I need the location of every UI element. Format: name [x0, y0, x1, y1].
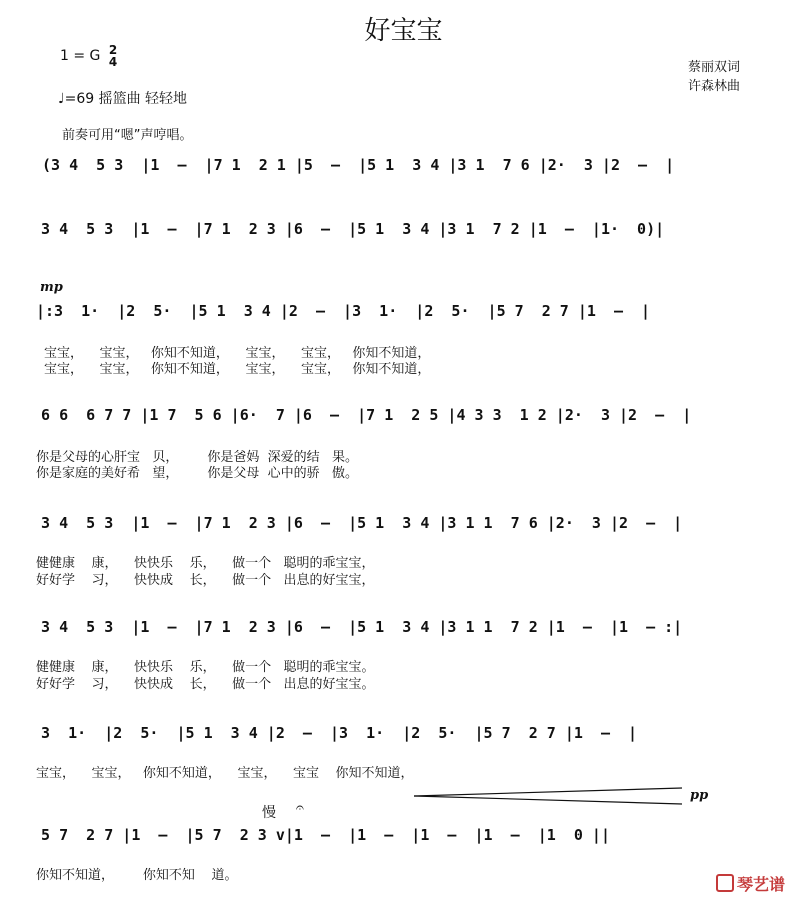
decrescendo-icon — [414, 786, 684, 806]
lyric-row-6-verse-1: 健健康 康， 快快乐 乐， 做一个 聪明的乖宝宝。 — [36, 660, 375, 675]
notation-row-1: (3 4 5 3 |1 – |7 1 2 1 |5 – |5 1 3 4 |3 1 7 6 |2· 3 |2 – | — [42, 156, 675, 174]
score-row-5 — [0, 512, 807, 592]
composer-credit: 许森林曲 — [688, 79, 741, 94]
score-row-2 — [0, 218, 807, 258]
intro-note: 前奏可用“嗯”声哼唱。 — [62, 128, 193, 143]
score-row-6 — [0, 616, 807, 696]
score-row-7 — [0, 722, 807, 782]
lyric-row-6-verse-2: 好好学 习， 快快成 长， 做一个 出息的好宝宝。 — [36, 677, 375, 692]
score-row-1 — [0, 154, 807, 194]
time-signature — [109, 44, 117, 68]
notation-row-3: |:3 1· |2 5· |5 1 3 4 |2 – |3 1· |2 5· |5 7 2 7 |1 – | — [36, 302, 651, 320]
dynamic-mp: mp — [40, 280, 63, 295]
dynamic-pp: pp — [690, 788, 709, 803]
lyric-row-3-verse-2: 宝宝， 宝宝， 你知不知道， 宝宝， 宝宝， 你知不知道， — [44, 362, 431, 377]
notation-row-6: 3 4 5 3 |1 – |7 1 2 3 |6 – |5 1 3 4 |3 1 1 7 2 |1 – |1 – :| — [32, 618, 683, 636]
notation-row-8: 5 7 2 7 |1 – |5 7 2 3 v|1 – |1 – |1 – |1 – |1 0 || — [32, 826, 610, 844]
time-signature-top: 2 — [108, 43, 118, 57]
notation-row-2: 3 4 5 3 |1 – |7 1 2 3 |6 – |5 1 3 4 |3 1 7 2 |1 – |1· 0)| — [32, 220, 665, 238]
fermata-icon: 𝄐 — [296, 800, 304, 816]
notation-row-5: 3 4 5 3 |1 – |7 1 2 3 |6 – |5 1 3 4 |3 1 1 7 6 |2· 3 |2 – | — [32, 514, 683, 532]
score-row-8 — [0, 824, 807, 884]
key-label: 1 = G — [60, 48, 101, 64]
lyric-row-4-verse-1: 你是父母的心肝宝 贝， 你是爸妈 深爱的结 果。 — [36, 450, 358, 465]
watermark-text: 琴艺谱 — [737, 875, 786, 894]
tempo-marking: ♩=69 摇篮曲 轻轻地 — [58, 91, 188, 107]
lyric-row-7: 宝宝， 宝宝， 你知不知道， 宝宝， 宝宝 你知不知道， — [36, 766, 414, 781]
lyric-row-5-verse-1: 健健康 康， 快快乐 乐， 做一个 聪明的乖宝宝， — [36, 556, 375, 571]
notation-row-7: 3 1· |2 5· |5 1 3 4 |2 – |3 1· |2 5· |5 7 2 7 |1 – | — [32, 724, 638, 742]
notation-row-4: 6 6 6 7 7 |1 7 5 6 |6· 7 |6 – |7 1 2 5 |4 3 3 1 2 |2· 3 |2 – | — [32, 406, 692, 424]
time-signature-bottom: 4 — [108, 55, 118, 69]
key-signature — [60, 44, 117, 68]
score-row-3 — [0, 300, 807, 380]
song-title: 好宝宝 — [364, 16, 443, 46]
lyric-row-4-verse-2: 你是家庭的美好希 望， 你是父母 心中的骄 傲。 — [36, 466, 358, 481]
score-row-4 — [0, 404, 807, 484]
lyric-row-5-verse-2: 好好学 习， 快快成 长， 做一个 出息的好宝宝， — [36, 573, 375, 588]
lyricist-credit: 蔡丽双词 — [688, 60, 741, 75]
watermark-logo — [716, 872, 785, 895]
slow-marking: 慢 — [262, 805, 276, 821]
logo-icon — [716, 874, 734, 892]
lyric-row-3-verse-1: 宝宝， 宝宝， 你知不知道， 宝宝， 宝宝， 你知不知道， — [44, 346, 431, 361]
lyric-row-8: 你知不知道， 你知不知 道。 — [36, 868, 238, 883]
